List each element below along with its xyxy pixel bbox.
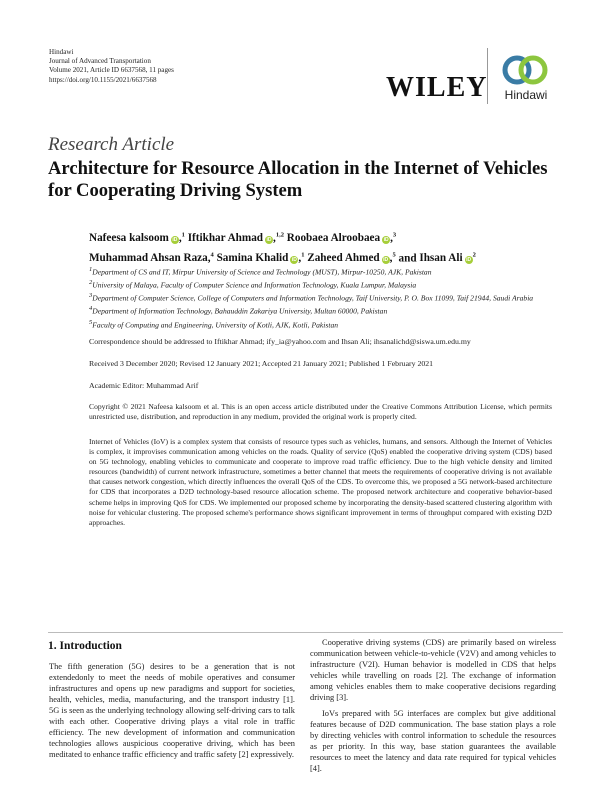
orcid-icon[interactable]: iD <box>383 236 389 243</box>
orcid-icon[interactable]: iD <box>172 236 178 243</box>
author[interactable]: Muhammad Ahsan Raza,$^4$ <box>89 251 214 265</box>
doi-link[interactable]: https://doi.org/10.1155/2021/6637568 <box>49 75 157 84</box>
author-list: Nafeesa kalsoom iD ,$^1$ Iftikhar Ahmad iD ,$^{1,2}$ Roobaea Alroobaea iD ,$^3$ Muhammad Ahsan Raza,$^4$ Samina Khalid iD ,$^1$ Zaheed Ahmed iD ,$^5$ and Ihsan Ali $iD^2$ <box>89 231 476 265</box>
paragraph: The fifth generation (5G) desires to be a generation that is not extendedonly to meet the needs of mobile operatives and consumer infrastructures and opens up new paradigms and support for societies, health, vehicles, media, manufacturing, and the transport industry [1]. 5G is seen as the underlying technology allowing self-driving cars to talk with each other. Cooperative driving plays a vital role in traffic efficiency. The new development of information and communication technologies allows auspicious cooperative driving, which has been meditated to enhance traffic efficiency and traffic safety [2] expressively. <box>49 662 295 759</box>
article-title: Architecture for Resource Allocation in the Internet of Vehicles for Cooperating Driving System <box>48 158 548 201</box>
author[interactable]: Roobaea Alroobaea iD ,$^3$ <box>286 231 397 244</box>
orcid-icon[interactable]: iD <box>266 236 272 243</box>
affiliation: $^2$University of Malaya, Faculty of Computer Science and Information Technology, Kuala Lumpur, Malaysia <box>89 279 417 290</box>
volume-line: Volume 2021, Article ID 6637568, 11 pages <box>49 66 174 75</box>
article-type: Research Article <box>48 134 175 155</box>
hindawi-ring-right <box>521 58 545 82</box>
journal-header <box>49 48 174 85</box>
affiliation: $^3$Department of Computer Science, College of Computers and Information Technology, Taif University, P. O. Box 11099, Taif 21944, Saudi Arabia <box>89 292 534 303</box>
affiliation: $^5$Faculty of Computing and Engineering, University of Kotli, AJK, Kotli, Pakistan <box>89 318 339 330</box>
affiliation: $^1$Department of CS and IT, Mirpur University of Science and Technology (MUST), Mirpur-10250, AJK, Pakistan <box>89 266 432 277</box>
author[interactable]: Nafeesa kalsoom iD ,$^1$ <box>89 231 185 244</box>
section-divider <box>48 632 563 633</box>
orcid-icon[interactable]: iD <box>383 257 389 264</box>
academic-editor: Academic Editor: Muhammad Arif <box>89 381 199 390</box>
logo-divider <box>487 48 488 104</box>
wiley-logo: WILEY <box>386 72 488 103</box>
affiliations <box>89 265 559 331</box>
paragraph: Cooperative driving systems (CDS) are primarily based on wireless communication between vehicle-to-vehicle (V2V) and among vehicles to infrastructure (V2I). Human behavior is modelled in CDS that helps vehicles while travelling on roads [2]. The exchange of information among vehicles enables them to make cooperative decisions regarding driving [3]. <box>310 638 556 702</box>
orcid-icon[interactable]: iD <box>291 257 297 264</box>
affiliation: $^4$Department of Information Technology, Bahauddin Zakariya University, Multan 60000, Pakistan <box>89 305 388 316</box>
author[interactable]: Ihsan Ali $iD^2$ <box>419 251 476 265</box>
hindawi-logo-text: Hindawi <box>504 88 548 102</box>
author[interactable]: Iftikhar Ahmad iD ,$^{1,2}$ <box>187 231 284 244</box>
body-column-right <box>310 637 556 774</box>
author[interactable]: Zaheed Ahmed iD ,$^5$ <box>307 251 396 265</box>
paragraph: IoVs prepared with 5G interfaces are complex but give additional features because of D2D communication. The base station plays a role by directing vehicles with control information to schedule the resources as per priority. In this way, base station guarantees the available resources to meet the latency and data rate required for typical vehicles [4]. <box>310 709 556 773</box>
journal-name: Journal of Advanced Transportation <box>49 57 151 66</box>
orcid-icon[interactable]: iD <box>466 257 472 264</box>
publisher-name: Hindawi <box>49 48 74 56</box>
section-heading: 1. Introduction <box>48 640 122 652</box>
body-column-left <box>49 661 295 760</box>
author[interactable]: Samina Khalid iD ,$^1$ <box>216 251 305 265</box>
publication-dates: Received 3 December 2020; Revised 12 January 2021; Accepted 21 January 2021; Published 1 February 2021 <box>89 359 434 368</box>
copyright-notice: Copyright © 2021 Nafeesa kalsoom et al. This is an open access article distributed under the Creative Commons Attribution License, which permits unrestricted use, distribution, and reproduction in any medium, provided the original work is properly cited. <box>89 402 552 422</box>
abstract: Internet of Vehicles (IoV) is a complex system that consists of resource types such as vehicles, humans, and sensors. Although the Internet of Vehicles is complex, it improvises communication among vehicles on the roads. Quality of service (QoS) enabled the cooperative driving system (CDS) based on 5G technology, enabling vehicles to communicate and cooperate to improve road traffic efficiency. Due to the high vehicle density and limited resources (bandwidth) of current network infrastructure, sometimes a better channel that meets the requirements of cooperative driving is not available that causes network congestion, which directly influences the overall QoS of the CDS. To overcome this, we proposed a 5G network-based architecture for CDS that incorporates a D2D technology-based resource allocation scheme. The proposed network architecture and cooperative behavior-based scheme helps in improving QoS for CDS. We implemented our proposed scheme by incorporating the density-based scattered clustering algorithm with noise for vehicular clustering. The proposed scheme's performance shows significant improvement in terms of throughput compared with existing D2D approaches. <box>89 437 552 527</box>
correspondence: Correspondence should be addressed to Iftikhar Ahmad; ify_ia@yahoo.com and Ihsan Ali; ihsanalichd@siswa.um.edu.my <box>89 337 471 346</box>
hindawi-logo-icon <box>499 50 551 90</box>
